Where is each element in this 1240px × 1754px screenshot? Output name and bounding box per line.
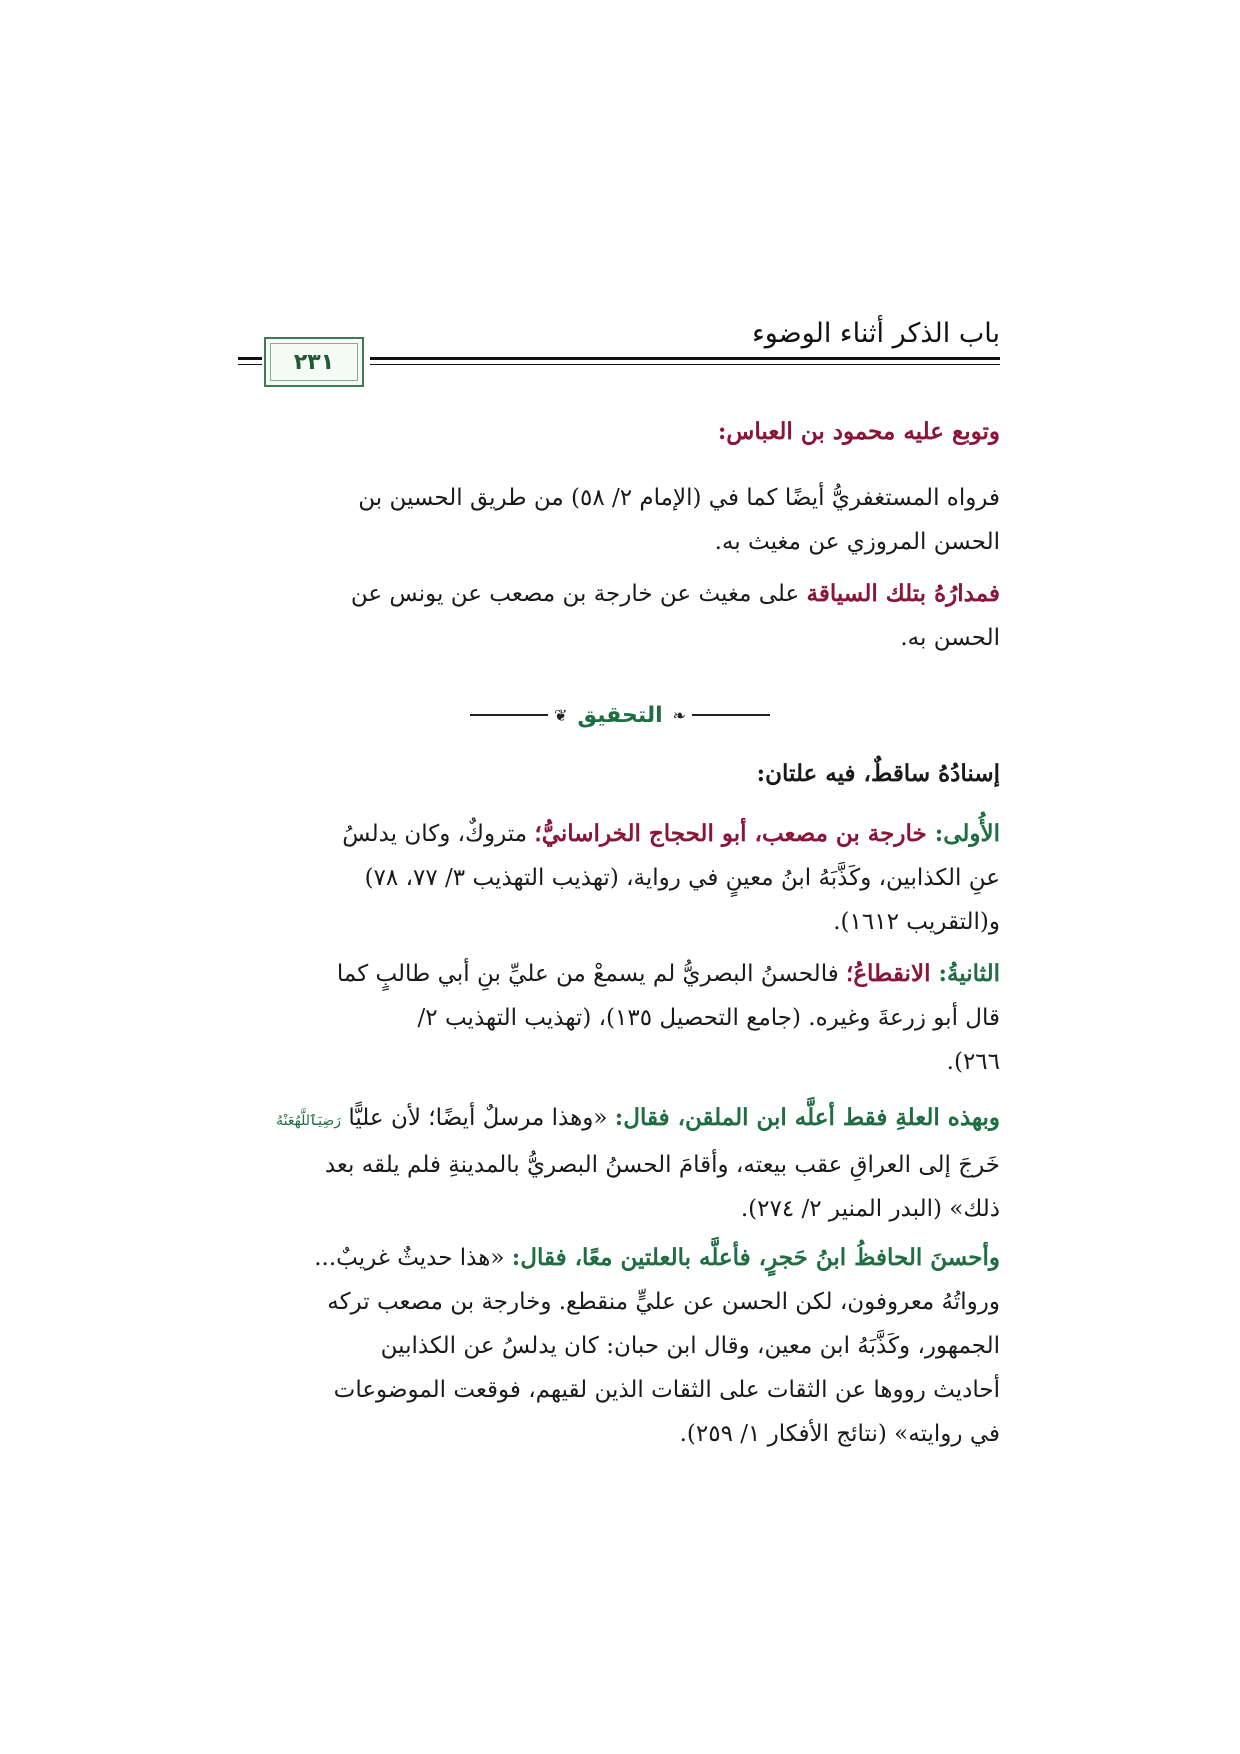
section-title-tahqiq: التحقيق xyxy=(577,702,663,728)
second-defect-line-1 xyxy=(238,952,1000,996)
ibn-hajar-line-1 xyxy=(238,1236,1000,1280)
ibn-hajar-line-3: الجمهور، وكَذَّبَهُ ابن معين، وقال ابن حبان: كان يدلسُ عن الكذابين xyxy=(380,1333,1000,1359)
header-rule-left xyxy=(238,357,262,360)
ibn-hajar-line-2: ورواتُهُ معروفون، لكن الحسن عن عليٍّ منقطع. وخارجة بن مصعب تركه xyxy=(327,1289,1000,1315)
paragraph-second-defect xyxy=(238,952,1000,1084)
ibn-mulaqqin-rest: «وهذا مرسلٌ أيضًا؛ لأن عليًّا xyxy=(348,1105,615,1131)
header-rule xyxy=(370,357,1000,360)
first-defect-label: الأُولى: xyxy=(934,820,1000,847)
narration-line-2: الحسن المروزي عن مغيث به. xyxy=(714,529,1000,555)
madar-rest: على مغيث عن خارجة بن مصعب عن يونس عن xyxy=(350,581,807,607)
isnad-heading-text: إسنادُهُ ساقطٌ، فيه علتان: xyxy=(756,760,1000,787)
paragraph-madar xyxy=(238,572,1000,660)
follow-up-heading xyxy=(238,410,1000,454)
ibn-mulaqqin-line-3: ذلك» (البدر المنير ٢/ ٢٧٤). xyxy=(740,1196,1000,1222)
ibn-hajar-rest: «هذا حديثٌ غريبٌ... xyxy=(314,1245,512,1271)
page-number: ٢٣١ xyxy=(293,349,335,375)
follow-up-heading-text: وتوبع عليه محمود بن العباس: xyxy=(717,418,1000,445)
ibn-mulaqqin-line-1 xyxy=(238,1096,1000,1143)
narration-line-1: فرواه المستغفريُّ أيضًا كما في (الإمام ٢/ ٥٨) من طريق الحسين بن xyxy=(358,485,1000,511)
isnad-heading xyxy=(238,752,1000,796)
ibn-mulaqqin-line-2: خَرجَ إلى العراقِ عقب بيعته، وأقامَ الحسنُ البصريُّ بالمدينةِ فلم يلقه بعد xyxy=(324,1152,1000,1178)
divider-line-left xyxy=(470,714,548,716)
madar-line-2: الحسن به. xyxy=(900,625,1000,651)
first-defect-rest: متروكٌ، وكان يدلسُ xyxy=(342,821,535,847)
divider-line-right xyxy=(692,714,770,716)
madar-lead: فمدارُهُ بتلك السياقة xyxy=(806,580,1000,607)
paragraph-ibn-hajar xyxy=(238,1236,1000,1456)
ornament-icon: ❦ xyxy=(553,705,568,725)
chapter-title: باب الذكر أثناء الوضوء xyxy=(752,318,1000,349)
second-defect-term: الانقطاعُ؛ xyxy=(846,960,939,987)
first-defect-line-2: عنِ الكذابين، وكَذَّبَهُ ابنُ معينٍ في رواية، (تهذيب التهذيب ٣/ ٧٧، ٧٨) xyxy=(364,865,1000,891)
second-defect-line-3: ٢٦٦). xyxy=(946,1049,1000,1075)
first-defect-narrator: خارجة بن مصعب، أبو الحجاج الخراسانيُّ؛ xyxy=(534,820,935,847)
header-rule-thin xyxy=(370,364,1000,365)
page-number-frame xyxy=(264,337,364,387)
ibn-hajar-lead: وأحسنَ الحافظُ ابنُ حَجرٍ، فأعلَّه بالعلتين معًا، فقال: xyxy=(511,1244,1000,1271)
section-divider xyxy=(470,700,770,730)
ibn-hajar-line-5: في روايته» (نتائج الأفكار ١/ ٢٥٩). xyxy=(679,1421,1000,1447)
second-defect-line-2: قال أبو زرعةَ وغيره. (جامع التحصيل ١٣٥)، (تهذيب التهذيب ٢/ xyxy=(417,1005,1000,1031)
second-defect-label: الثانيةُ: xyxy=(938,960,1000,987)
paragraph-first-defect xyxy=(238,812,1000,944)
paragraph-ibn-mulaqqin xyxy=(238,1096,1000,1231)
second-defect-rest: فالحسنُ البصريُّ لم يسمعْ من عليِّ بنِ أبي طالبٍ كما xyxy=(336,961,847,987)
ibn-mulaqqin-lead: وبهذه العلةِ فقط أعلَّه ابن الملقن، فقال: xyxy=(614,1104,1000,1131)
honorific-glyph: رَضِيَٱللَّهُعَنْهُ xyxy=(276,1113,342,1129)
madar-line-1 xyxy=(238,572,1000,616)
ibn-hajar-line-4: أحاديث رووها عن الثقات على الثقات الذين لقيهم، فوقعت الموضوعات xyxy=(333,1377,1000,1403)
first-defect-line-1 xyxy=(238,812,1000,856)
header-rule-left-thin xyxy=(238,364,262,365)
paragraph-narration xyxy=(238,476,1000,564)
ornament-icon: ❧ xyxy=(672,705,687,725)
first-defect-line-3: و(التقريب ١٦١٢). xyxy=(833,909,1000,935)
